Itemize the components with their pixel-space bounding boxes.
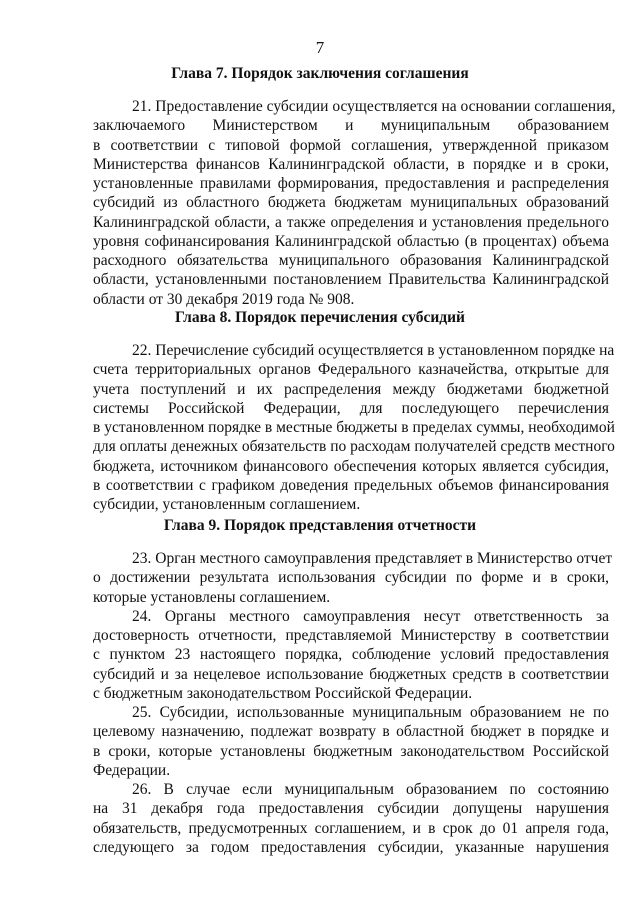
paragraph-line: субсидий из областного бюджета бюджетам муниципальных образований: [93, 194, 609, 212]
paragraph-22: [93, 341, 615, 514]
page-number: 7: [315, 38, 325, 57]
paragraph-line: в сроки, которые установлены бюджетным законодательством Российской: [93, 742, 609, 760]
paragraph-line: обязательств, предусмотренных соглашением, и в срок до 01 апреля года,: [93, 819, 609, 837]
paragraph-23-26: [93, 549, 613, 857]
paragraph-line: следующего за годом предоставления субсидии, указанные нарушения: [93, 838, 609, 856]
paragraph-line: Федерации.: [93, 761, 171, 779]
paragraph-line: области, установленными постановлением Правительства Калининградской: [93, 271, 609, 289]
paragraph-line: о достижении результата использования субсидии по форме и в сроки,: [93, 569, 609, 587]
paragraph-line: области от 30 декабря 2019 года № 908.: [93, 290, 355, 308]
paragraph-line: в соответствии с графиком доведения предельных объемов финансирования: [93, 476, 609, 494]
paragraph-line: целевому назначению, подлежат возврату в областной бюджет в порядке и: [93, 723, 609, 741]
paragraph-line: 21. Предоставление субсидии осуществляется на основании соглашения,: [132, 98, 616, 115]
paragraph-line: которые установлены соглашением.: [93, 588, 331, 606]
paragraph-line: с пунктом 23 настоящего порядка, соблюдение условий предоставления: [93, 646, 609, 664]
paragraph-line: бюджета, источником финансового обеспечения которых является субсидия,: [93, 457, 609, 475]
paragraph-line: с бюджетным законодательством Российской Федерации.: [93, 684, 473, 702]
paragraph-line: 23. Орган местного самоуправления представляет в Министерство отчет: [132, 550, 613, 567]
chapter-7-heading: Глава 7. Порядок заключения соглашения: [171, 65, 469, 82]
paragraph-21: [93, 97, 616, 309]
paragraph-line: системы Российской Федерации, для последующего перечисления: [93, 399, 609, 417]
paragraph-line: достоверность отчетности, представляемой Министерству в соответствии: [93, 627, 609, 644]
paragraph-line: 24. Органы местного самоуправления несут ответственность за: [132, 607, 609, 625]
paragraph-line: субсидии, установленным соглашением.: [93, 496, 361, 513]
chapter-8-heading: Глава 8. Порядок перечисления субсидий: [175, 309, 465, 326]
chapter-9-heading: Глава 9. Порядок представления отчетности: [163, 517, 477, 534]
paragraph-line: на 31 декабря года предоставления субсидии допущены нарушения: [93, 800, 609, 818]
paragraph-line: учета поступлений и их распределения между бюджетами бюджетной: [93, 380, 609, 398]
paragraph-line: счета территориальных органов Федерального казначейства, открытые для: [93, 361, 609, 379]
paragraph-line: в соответствии с типовой формой соглашения, утвержденной приказом: [93, 136, 609, 154]
paragraph-line: субсидий и за нецелевое использование бюджетных средств в соответствии: [93, 665, 609, 683]
paragraph-line: 22. Перечисление субсидий осуществляется в установленном порядке на: [132, 342, 615, 359]
paragraph-line: расходного обязательства муниципального образования Калининградской: [93, 252, 609, 269]
paragraph-line: уровня софинансирования Калининградской областью (в процентах) объема: [93, 232, 609, 250]
paragraph-line: в установленном порядке в местные бюджеты в пределах суммы, необходимой: [93, 419, 615, 436]
paragraph-line: заключаемого Министерством и муниципальным образованием: [93, 117, 609, 135]
paragraph-line: 26. В случае если муниципальным образованием по состоянию: [132, 781, 609, 798]
paragraph-line: 25. Субсидии, использованные муниципальным образованием не по: [132, 704, 609, 721]
paragraph-line: Калининградской области, а также определения и установления предельного: [93, 213, 609, 231]
paragraph-line: установленные правилами формирования, предоставления и распределения: [93, 175, 609, 192]
paragraph-line: для оплаты денежных обязательств по расходам получателей средств местного: [93, 438, 615, 456]
paragraph-line: Министерства финансов Калининградской области, в порядке и в сроки,: [93, 155, 609, 173]
